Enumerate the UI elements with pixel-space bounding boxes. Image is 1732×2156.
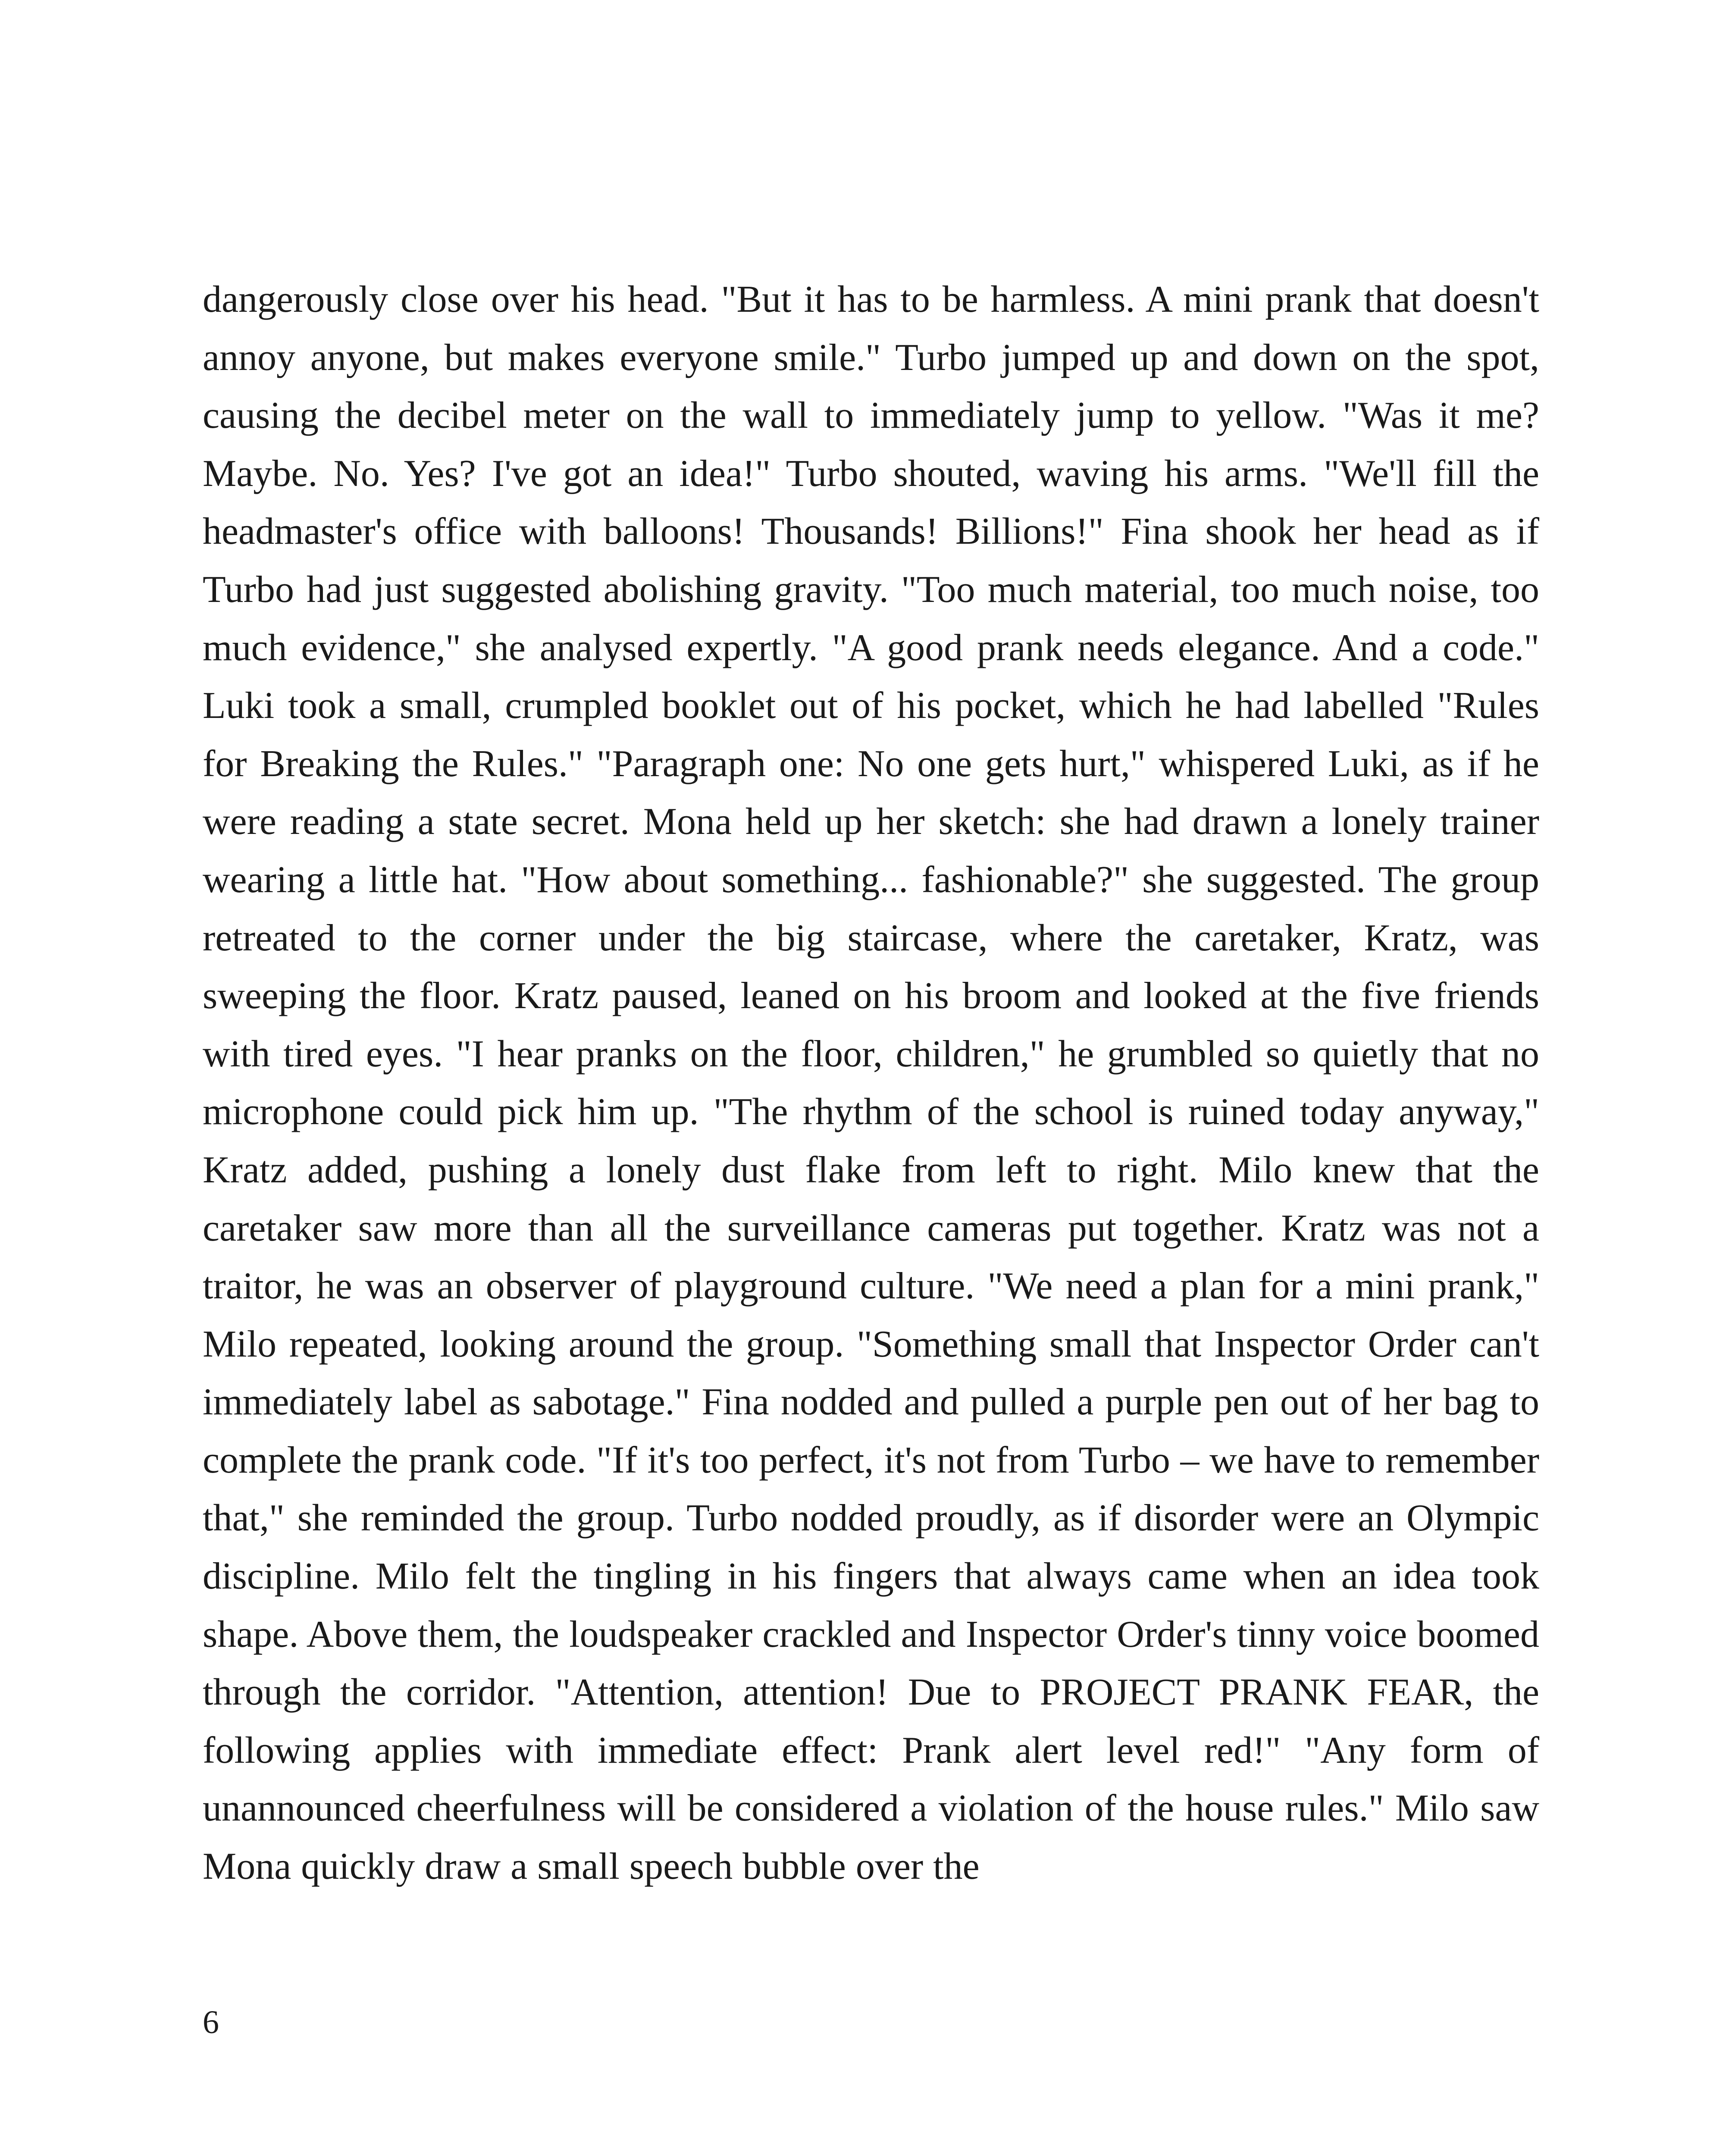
page-number: 6: [203, 2004, 219, 2040]
body-paragraph: dangerously close over his head. "But it has to be harmless. A mini prank that doesn't annoy anyone, but makes everyone smile." Turbo jumped up and down on the spot, causing the decibel meter on the wall to immediately jump to yellow. "Was it me? Maybe. No. Yes? I've got an idea!" Turbo shouted, waving his arms. "We'll fill the headmaster's office with balloons! Thousands! Billions!" Fina shook her head as if Turbo had just suggested abolishing gravity. "Too much material, too much noise, too much evidence," she analysed expertly. "A good prank needs elegance. And a code." Luki took a small, crumpled booklet out of his pocket, which he had labelled "Rules for Breaking the Rules." "Paragraph one: No one gets hurt," whispered Luki, as if he were reading a state secret. Mona held up her sketch: she had drawn a lonely trainer wearing a little hat. "How about something... fashionable?" she suggested. The group retreated to the corner under the big staircase, where the caretaker, Kratz, was sweeping the floor. Kratz paused, leaned on his broom and looked at the five friends with tired eyes. "I hear pranks on the floor, children," he grumbled so quietly that no microphone could pick him up. "The rhythm of the school is ruined today anyway," Kratz added, pushing a lonely dust flake from left to right. Milo knew that the caretaker saw more than all the surveillance cameras put together. Kratz was not a traitor, he was an observer of playground culture. "We need a plan for a mini prank," Milo repeated, looking around the group. "Something small that Inspector Order can't immediately label as sabotage." Fina nodded and pulled a purple pen out of her bag to complete the prank code. "If it's too perfect, it's not from Turbo – we have to remember that," she reminded the group. Turbo nodded proudly, as if disorder were an Olympic discipline. Milo felt the tingling in his fingers that always came when an idea took shape. Above them, the loudspeaker crackled and Inspector Order's tinny voice boomed through the corridor. "Attention, attention! Due to PROJECT PRANK FEAR, the following applies with immediate effect: Prank alert level red!" "Any form of unannounced cheerfulness will be considered a violation of the house rules." Milo saw Mona quickly draw a small speech bubble over the: [203, 279, 1539, 1888]
